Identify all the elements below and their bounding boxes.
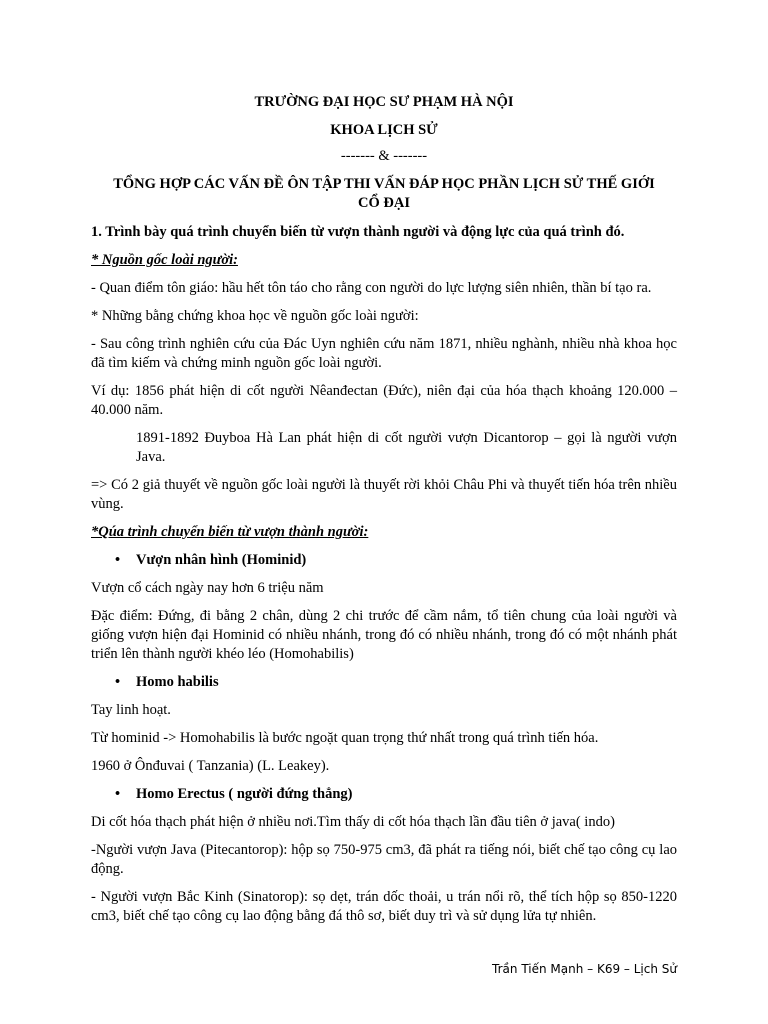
- habilis-hand: Tay linh hoạt.: [91, 702, 171, 718]
- java-man: -Người vượn Java (Pitecantorop): hộp sọ 750-975 cm3, đã phát ra tiếng nói, biết chế tạo công cụ lao động.: [91, 842, 677, 877]
- bullet-label: Homo Erectus ( người đứng thẳng): [136, 786, 353, 802]
- bullet-label: Vượn nhân hình (Hominid): [136, 552, 307, 568]
- school-name: TRƯỜNG ĐẠI HỌC SƯ PHẠM HÀ NỘI: [254, 94, 514, 110]
- bullet-dot: •: [115, 552, 121, 568]
- peking-man: - Người vượn Bắc Kinh (Sinatorop): sọ dẹt, trán dốc thoải, u trán nổi rõ, thể tích hộp sọ 850-1220 cm3, biết chế tạo công cụ lao động bằng đá thô sơ, biết duy trì và sử dụng lửa tự nhiên.: [91, 889, 677, 924]
- hominid-features: Đặc điểm: Đứng, đi bằng 2 chân, dùng 2 chi trước để cầm nắm, tổ tiên chung của loài người và giống vượn hiện đại Hominid có nhiều nhánh, trong đó có nhiều nhánh, trong đó có một nhánh phát triển lên thành người khéo léo (Homohabilis): [91, 608, 677, 662]
- religious-view: - Quan điểm tôn giáo: hầu hết tôn táo cho rằng con người do lực lượng siên nhiên, thần bí tạo ra.: [91, 280, 652, 296]
- separator: ------- & -------: [340, 148, 428, 164]
- bullet-erectus: [91, 785, 677, 804]
- science-heading: * Những bằng chứng khoa học về nguồn gốc loài người:: [91, 308, 419, 324]
- origin-heading: * Nguồn gốc loài người:: [91, 252, 238, 268]
- habilis-find: 1960 ở Ônđuvai ( Tanzania) (L. Leakey).: [91, 758, 330, 774]
- bullet-dot: •: [115, 674, 121, 690]
- erectus-fossils: Di cốt hóa thạch phát hiện ở nhiều nơi.Tìm thấy di cốt hóa thạch lần đầu tiên ở java( indo): [91, 814, 615, 830]
- conclusion: => Có 2 giả thuyết về nguồn gốc loài người là thuyết rời khỏi Châu Phi và thuyết tiến hóa trên nhiều vùng.: [91, 477, 677, 512]
- bullet-hominid: [91, 551, 677, 570]
- example-neanderthal: Ví dụ: 1856 phát hiện di cốt người Nêanđectan (Đức), niên đại của hóa thạch khoảng 120.000 – 40.000 năm.: [91, 383, 677, 418]
- question-1: 1. Trình bày quá trình chuyển biến từ vượn thành người và động lực của quá trình đó.: [91, 224, 625, 240]
- darwin-paragraph: - Sau công trình nghiên cứu của Đác Uyn nghiên cứu năm 1871, nhiều nghành, nhiều nhà khoa học đã tìm kiếm và chứng minh nguồn gốc loài người.: [91, 336, 677, 371]
- process-heading: *Qúa trình chuyển biến từ vượn thành người:: [91, 524, 369, 540]
- bullet-dot: •: [115, 786, 121, 802]
- page-footer: Trần Tiến Mạnh – K69 – Lịch Sử: [492, 962, 677, 976]
- example-java: 1891-1892 Đuyboa Hà Lan phát hiện di cốt người vượn Dicantorop – gọi là người vượn Java.: [136, 430, 677, 465]
- bullet-habilis: [91, 673, 677, 692]
- faculty-name: KHOA LỊCH SỬ: [330, 122, 438, 138]
- hominid-age: Vượn cổ cách ngày nay hơn 6 triệu năm: [91, 580, 324, 596]
- document-title: TỔNG HỢP CÁC VẤN ĐỀ ÔN TẬP THI VẤN ĐÁP HỌC PHẦN LỊCH SỬ THẾ GIỚI CỔ ĐẠI: [113, 176, 655, 211]
- bullet-label: Homo habilis: [136, 674, 219, 690]
- habilis-step: Từ hominid -> Homohabilis là bước ngoặt quan trọng thứ nhất trong quá trình tiến hóa.: [91, 730, 599, 746]
